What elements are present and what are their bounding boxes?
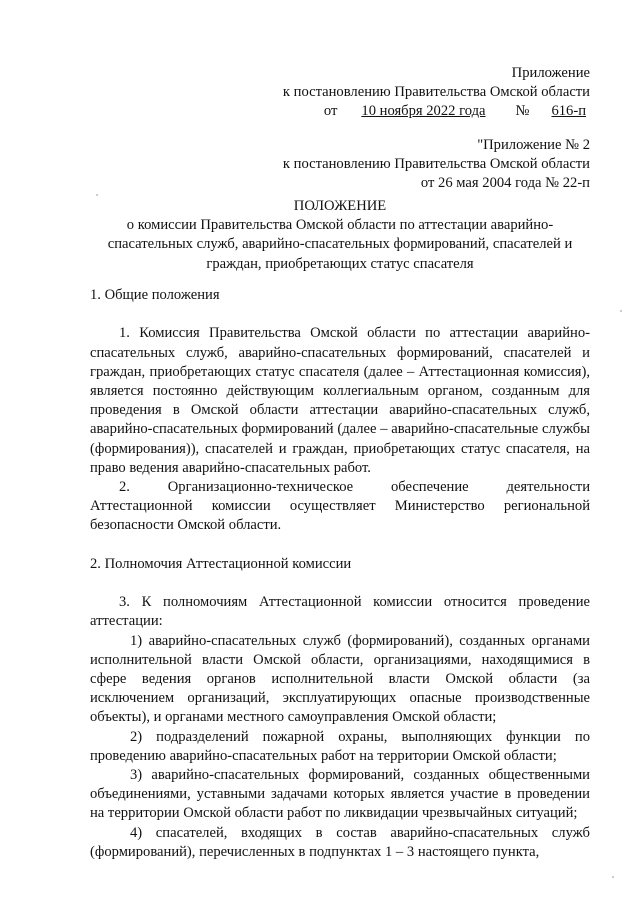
number-sign: № <box>515 103 530 120</box>
scan-speck <box>612 876 614 878</box>
previous-annex-header <box>283 136 590 194</box>
previous-annex-to: к постановлению Правительства Омской области <box>282 156 590 173</box>
section-1-heading: 1. Общие положения <box>90 287 220 303</box>
paragraph-3: 3. К полномочиям Аттестационной комиссии относится проведение аттестации: <box>90 594 590 630</box>
list-item-4: 4) спасателей, входящих в состав аварийно-спасательных служб (формирований), перечисленных в подпунктах 1 – 3 настоящего пункта, <box>90 824 590 860</box>
annex-date-line <box>283 102 590 121</box>
decree-number: 616-п <box>551 103 586 120</box>
previous-annex-date-number: от 26 мая 2004 года № 22-п <box>420 175 590 192</box>
scan-speck <box>96 194 98 196</box>
annex-label: Приложение <box>511 65 590 81</box>
list-item-2: 2) подразделений пожарной охраны, выполняющих функции по проведению аварийно-спасательных работ на территории Омской области; <box>90 728 590 764</box>
title-line-3: граждан, приобретающих статус спасателя <box>206 255 474 272</box>
previous-annex-label: "Приложение № 2 <box>477 137 590 153</box>
list-item-3: 3) аварийно-спасательных формирований, созданных общественными объединениями, уставными задачами которых является участие в проведении на территории Омской области работ по ликвидации чрезвычайных ситуаций; <box>90 767 590 822</box>
title-line-2: спасательных служб, аварийно-спасательных формирований, спасателей и <box>107 236 573 253</box>
title-line-1: о комиссии Правительства Омской области по аттестации аварийно- <box>126 217 554 234</box>
title-word: ПОЛОЖЕНИЕ <box>293 198 387 214</box>
paragraph-1: 1. Комиссия Правительства Омской области по аттестации аварийно-спасательных служб, аварийно-спасательных формирований, спасателей и граждан, приобретающих статус спасателя (далее – Аттестационная комиссия), является постоянно действующим коллегиальным органом, созданным для проведения в Омской области аттестации аварийно-спасательных служб, аварийно-спасательных формирований (далее – аварийно-спасательные службы (формирования)), спасателей и граждан, приобретающих статус спасателя, на право ведения аварийно-спасательных работ. <box>90 325 590 476</box>
document-title <box>90 197 590 274</box>
document-body <box>90 286 590 862</box>
paragraph-2: 2. Организационно-техническое обеспечение деятельности Аттестационной комиссии осуществляет Министерство региональной безопасности Омской области. <box>90 479 590 534</box>
section-2-heading: 2. Полномочия Аттестационной комиссии <box>90 555 352 572</box>
annex-header <box>283 64 590 122</box>
annex-to: к постановлению Правительства Омской области <box>282 84 590 101</box>
list-item-1: 1) аварийно-спасательных служб (формирований), созданных органами исполнительной власти Омской области, организациями, находящимися в сфере ведения органов исполнительной власти Омской области (за исключением организаций, эксплуатирующих опасные производственные объекты), и органами местного самоуправления Омской области; <box>90 632 590 726</box>
decree-date: 10 ноября 2022 года <box>361 103 486 120</box>
scan-speck <box>620 310 622 312</box>
from-prefix: от <box>323 103 338 120</box>
